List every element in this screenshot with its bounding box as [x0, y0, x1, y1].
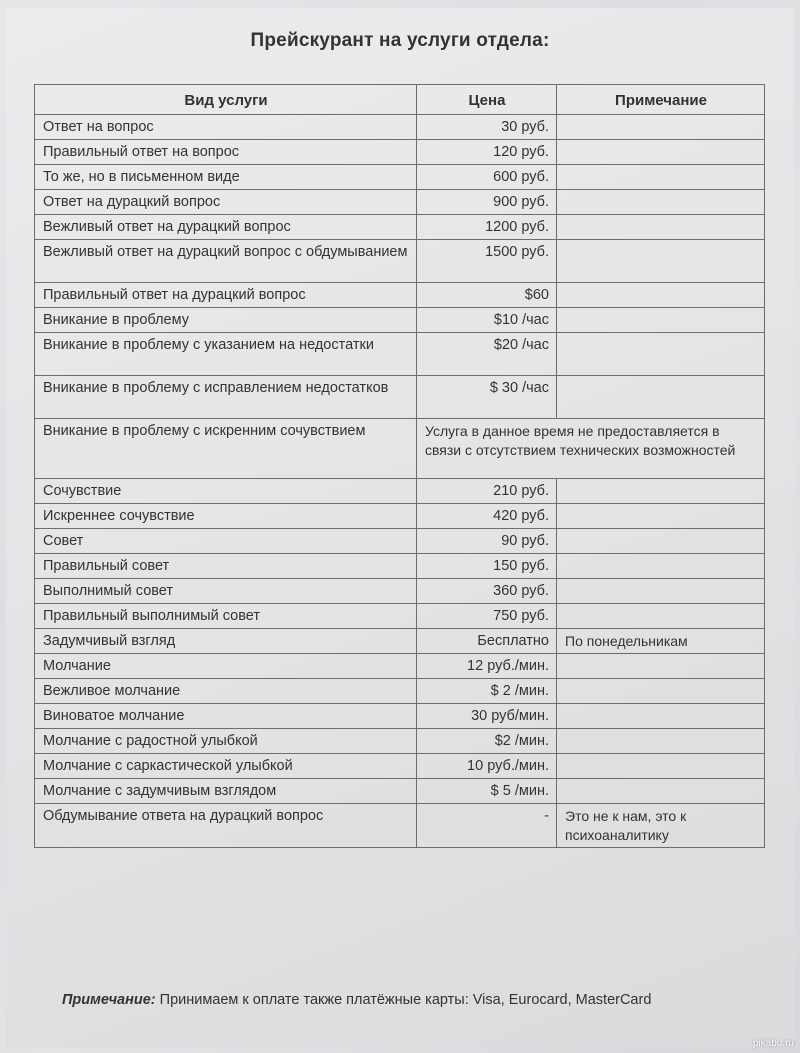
- note-cell: [557, 376, 765, 419]
- service-cell: Правильный ответ на дурацкий вопрос: [35, 283, 417, 308]
- table-row: [35, 704, 765, 729]
- note-cell: [557, 604, 765, 629]
- price-cell: Бесплатно: [417, 629, 557, 654]
- price-cell: 1200 руб.: [417, 215, 557, 240]
- price-cell: 120 руб.: [417, 140, 557, 165]
- table-row: [35, 504, 765, 529]
- price-cell: $ 5 /мин.: [417, 779, 557, 804]
- service-cell: Вежливое молчание: [35, 679, 417, 704]
- table-row: [35, 190, 765, 215]
- header-service: Вид услуги: [35, 85, 417, 115]
- price-cell: 1500 руб.: [417, 240, 557, 283]
- service-cell: Молчание с радостной улыбкой: [35, 729, 417, 754]
- service-cell: Правильный выполнимый совет: [35, 604, 417, 629]
- price-cell: 150 руб.: [417, 554, 557, 579]
- service-cell: Молчание с саркастической улыбкой: [35, 754, 417, 779]
- table-row: [35, 215, 765, 240]
- price-cell: $10 /час: [417, 308, 557, 333]
- price-cell: 750 руб.: [417, 604, 557, 629]
- note-cell: [557, 529, 765, 554]
- note-cell: [557, 215, 765, 240]
- table-row: [35, 308, 765, 333]
- table-row: [35, 115, 765, 140]
- note-cell: [557, 240, 765, 283]
- note-cell: [557, 679, 765, 704]
- table-row: [35, 729, 765, 754]
- table-row: [35, 804, 765, 848]
- price-cell: $60: [417, 283, 557, 308]
- note-cell: [557, 579, 765, 604]
- note-cell: [557, 333, 765, 376]
- price-cell: 210 руб.: [417, 479, 557, 504]
- footer-label: Примечание:: [62, 992, 156, 1008]
- note-cell: [557, 115, 765, 140]
- table-row: [35, 283, 765, 308]
- price-cell: $20 /час: [417, 333, 557, 376]
- table-row: [35, 376, 765, 419]
- price-cell: $ 30 /час: [417, 376, 557, 419]
- service-cell: Обдумывание ответа на дурацкий вопрос: [35, 804, 417, 848]
- table-row: [35, 165, 765, 190]
- watermark: pikabu.ru: [752, 1038, 794, 1049]
- service-cell: Ответ на вопрос: [35, 115, 417, 140]
- service-cell: Вникание в проблему с указанием на недостатки: [35, 333, 417, 376]
- price-table: [34, 84, 765, 848]
- merged-note-cell: Услуга в данное время не предоставляется в связи с отсутствием технических возможностей: [417, 419, 765, 479]
- service-cell: Вежливый ответ на дурацкий вопрос с обдумыванием: [35, 240, 417, 283]
- table-row: [35, 754, 765, 779]
- note-cell: [557, 165, 765, 190]
- service-cell: Совет: [35, 529, 417, 554]
- table-row: [35, 579, 765, 604]
- service-cell: Искреннее сочувствие: [35, 504, 417, 529]
- note-cell: По понедельникам: [557, 629, 765, 654]
- table-row: [35, 779, 765, 804]
- price-cell: -: [417, 804, 557, 848]
- table-row: [35, 419, 765, 479]
- note-cell: [557, 554, 765, 579]
- service-cell: Вежливый ответ на дурацкий вопрос: [35, 215, 417, 240]
- note-cell: [557, 308, 765, 333]
- service-cell: Вникание в проблему: [35, 308, 417, 333]
- note-cell: [557, 190, 765, 215]
- service-cell: Виноватое молчание: [35, 704, 417, 729]
- service-cell: Правильный совет: [35, 554, 417, 579]
- price-cell: $ 2 /мин.: [417, 679, 557, 704]
- price-cell: 600 руб.: [417, 165, 557, 190]
- page-title: Прейскурант на услуги отдела:: [250, 30, 550, 51]
- table-row: [35, 140, 765, 165]
- table-row: [35, 240, 765, 283]
- note-cell: [557, 140, 765, 165]
- footer-text: Принимаем к оплате также платёжные карты: Visa, Eurocard, MasterCard: [159, 992, 652, 1008]
- table-row: [35, 604, 765, 629]
- service-cell: Задумчивый взгляд: [35, 629, 417, 654]
- header-note: Примечание: [557, 85, 765, 115]
- service-cell: Выполнимый совет: [35, 579, 417, 604]
- table-row: [35, 529, 765, 554]
- note-cell: Это не к нам, это к психоаналитику: [557, 804, 765, 848]
- service-cell: Молчание: [35, 654, 417, 679]
- service-cell: Ответ на дурацкий вопрос: [35, 190, 417, 215]
- price-cell: 12 руб./мин.: [417, 654, 557, 679]
- table-row: [35, 333, 765, 376]
- table-row: [35, 554, 765, 579]
- price-cell: 360 руб.: [417, 579, 557, 604]
- note-cell: [557, 654, 765, 679]
- note-cell: [557, 704, 765, 729]
- table-row: [35, 629, 765, 654]
- price-cell: 900 руб.: [417, 190, 557, 215]
- header-price: Цена: [417, 85, 557, 115]
- note-cell: [557, 754, 765, 779]
- service-cell: То же, но в письменном виде: [35, 165, 417, 190]
- service-cell: Молчание с задумчивым взглядом: [35, 779, 417, 804]
- note-cell: [557, 504, 765, 529]
- price-cell: 10 руб./мин.: [417, 754, 557, 779]
- note-cell: [557, 779, 765, 804]
- service-cell: Вникание в проблему с исправлением недостатков: [35, 376, 417, 419]
- price-cell: 90 руб.: [417, 529, 557, 554]
- price-cell: 420 руб.: [417, 504, 557, 529]
- service-cell: Правильный ответ на вопрос: [35, 140, 417, 165]
- price-cell: 30 руб/мин.: [417, 704, 557, 729]
- table-header-row: [35, 85, 765, 115]
- table-row: [35, 679, 765, 704]
- note-cell: [557, 729, 765, 754]
- service-cell: Сочувствие: [35, 479, 417, 504]
- service-cell: Вникание в проблему с искренним сочувствием: [35, 419, 417, 479]
- price-cell: $2 /мин.: [417, 729, 557, 754]
- table-row: [35, 654, 765, 679]
- price-cell: 30 руб.: [417, 115, 557, 140]
- table-row: [35, 479, 765, 504]
- note-cell: [557, 479, 765, 504]
- footer-note: [62, 992, 651, 1008]
- note-cell: [557, 283, 765, 308]
